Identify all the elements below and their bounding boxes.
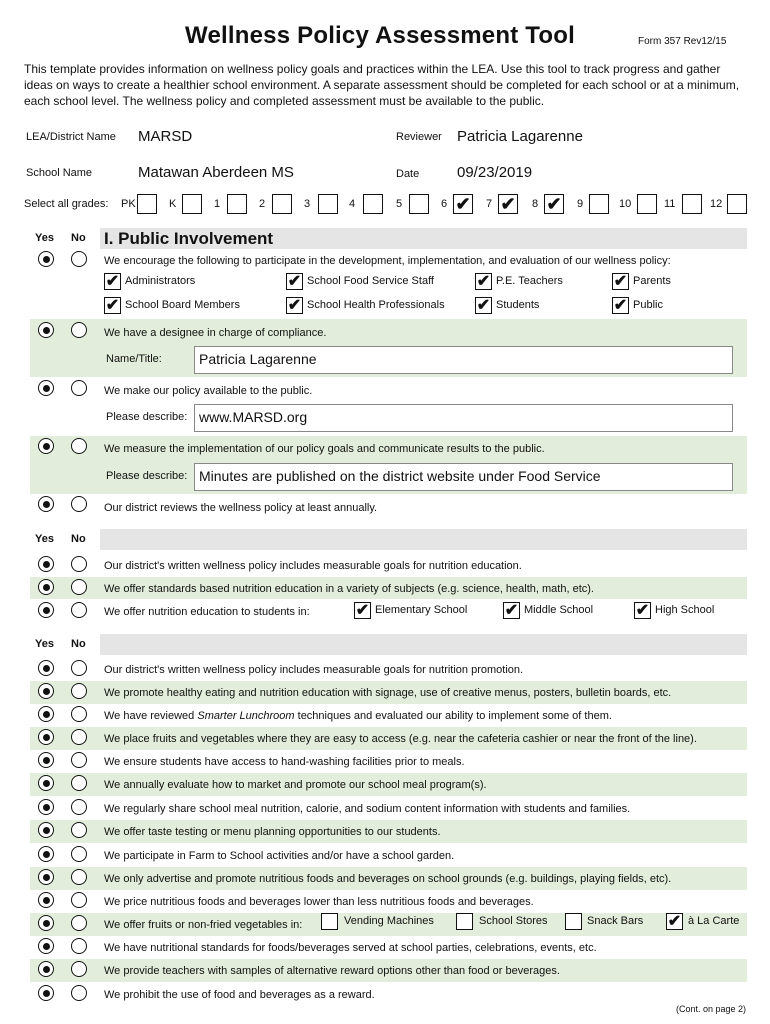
yes-radio[interactable] (38, 892, 54, 908)
grade-label: K (169, 198, 177, 210)
grade-checkbox[interactable] (637, 194, 657, 214)
grade-checkbox[interactable] (727, 194, 747, 214)
reviewer-field[interactable]: Patricia Lagarenne (457, 128, 583, 145)
date-field[interactable]: 09/23/2019 (457, 164, 533, 181)
check-icon: ✔ (504, 601, 519, 619)
option-checkbox[interactable] (321, 913, 338, 930)
no-radio[interactable] (71, 846, 87, 862)
text-field[interactable]: Minutes are published on the district website under Food Service (194, 463, 733, 491)
radio-selected-dot (43, 665, 50, 672)
question-text: We measure the implementation of our policy goals and communicate results to the public. (104, 443, 545, 455)
check-icon: ✔ (287, 272, 302, 290)
question-text: Our district's written wellness policy includes measurable goals for nutrition education. (104, 560, 522, 572)
question-text: We offer nutrition education to students in: (104, 606, 310, 618)
grade-label: 12 (710, 198, 723, 210)
radio-selected-dot (43, 607, 50, 614)
continued-note: (Cont. on page 2) (676, 1004, 747, 1014)
radio-selected-dot (43, 501, 50, 508)
question-text: Our district reviews the wellness policy at least annually. (104, 502, 378, 514)
yes-radio[interactable] (38, 496, 54, 512)
option-checkbox[interactable] (104, 297, 121, 314)
section-header-band (100, 529, 747, 550)
option-checkbox[interactable] (666, 913, 683, 930)
check-icon: ✔ (635, 601, 650, 619)
no-radio[interactable] (71, 729, 87, 745)
yes-radio[interactable] (38, 822, 54, 838)
school-field[interactable]: Matawan Aberdeen MS (138, 164, 294, 181)
radio-selected-dot (43, 874, 50, 881)
question-text: We offer fruits or non-fried vegetables in: (104, 919, 303, 931)
grade-checkbox[interactable] (498, 194, 518, 214)
text-field[interactable]: www.MARSD.org (194, 404, 733, 432)
radio-selected-dot (43, 851, 50, 858)
no-radio[interactable] (71, 775, 87, 791)
yes-column-label: Yes (35, 533, 54, 545)
grade-label: PK (121, 198, 136, 210)
no-radio[interactable] (71, 438, 87, 454)
radio-selected-dot (43, 920, 50, 927)
option-label: Vending Machines (344, 915, 434, 927)
no-radio[interactable] (71, 496, 87, 512)
no-radio[interactable] (71, 380, 87, 396)
no-radio[interactable] (71, 822, 87, 838)
field-label: Name/Title: (106, 353, 162, 365)
radio-selected-dot (43, 734, 50, 741)
no-radio[interactable] (71, 799, 87, 815)
no-radio[interactable] (71, 892, 87, 908)
radio-selected-dot (43, 256, 50, 263)
check-icon: ✔ (613, 296, 628, 314)
question-text: We promote healthy eating and nutrition education with signage, use of creative menus, posters, bulletin boards, etc. (104, 687, 672, 699)
question-text: We have a designee in charge of compliance. (104, 327, 327, 339)
option-label: School Board Members (125, 299, 240, 311)
yes-radio[interactable] (38, 775, 54, 791)
question-text-emphasis: Smarter Lunchroom (197, 710, 295, 722)
section-title: I. Public Involvement (104, 229, 274, 248)
field-label: Please describe: (106, 411, 188, 423)
question-text (104, 710, 612, 722)
grades-label: Select all grades: (24, 198, 109, 210)
option-label: School Food Service Staff (307, 275, 434, 287)
option-checkbox[interactable] (354, 602, 371, 619)
radio-selected-dot (43, 780, 50, 787)
option-label: P.E. Teachers (496, 275, 563, 287)
grade-label: 3 (304, 198, 311, 210)
check-icon: ✔ (476, 272, 491, 290)
grade-checkbox[interactable] (272, 194, 292, 214)
question-text: We encourage the following to participate in the development, implementation, and evaluation of our wellness policy: (104, 255, 671, 267)
question-text: We price nutritious foods and beverages lower than less nutritious foods and beverages. (104, 896, 534, 908)
grade-checkbox[interactable] (227, 194, 247, 214)
grade-label: 2 (259, 198, 266, 210)
no-radio[interactable] (71, 938, 87, 954)
no-radio[interactable] (71, 706, 87, 722)
no-radio[interactable] (71, 579, 87, 595)
lea-field[interactable]: MARSD (138, 128, 193, 145)
radio-selected-dot (43, 443, 50, 450)
no-radio[interactable] (71, 869, 87, 885)
question-text-part: We have reviewed (104, 710, 198, 722)
option-label: School Health Professionals (307, 299, 445, 311)
check-icon: ✔ (105, 272, 120, 290)
grade-label: 9 (577, 198, 584, 210)
option-label: Elementary School (375, 604, 468, 616)
question-text: We provide teachers with samples of alternative reward options other than food or beverages. (104, 965, 560, 977)
check-icon: ✔ (667, 912, 682, 930)
yes-radio[interactable] (38, 846, 54, 862)
option-label: High School (655, 604, 715, 616)
yes-radio[interactable] (38, 251, 54, 267)
page-title: Wellness Policy Assessment Tool (185, 22, 575, 49)
yes-radio[interactable] (38, 322, 54, 338)
question-text: Our district's written wellness policy includes measurable goals for nutrition promotion. (104, 664, 524, 676)
option-label: School Stores (479, 915, 548, 927)
radio-selected-dot (43, 966, 50, 973)
option-label: Parents (633, 275, 671, 287)
yes-radio[interactable] (38, 602, 54, 618)
yes-radio[interactable] (38, 729, 54, 745)
option-checkbox[interactable] (565, 913, 582, 930)
no-column-label: No (71, 533, 86, 545)
yes-radio[interactable] (38, 915, 54, 931)
option-checkbox[interactable] (503, 602, 520, 619)
option-label: Public (633, 299, 663, 311)
no-radio[interactable] (71, 660, 87, 676)
option-checkbox[interactable] (104, 273, 121, 290)
grade-checkbox[interactable] (409, 194, 429, 214)
no-radio[interactable] (71, 602, 87, 618)
grade-checkbox[interactable] (682, 194, 702, 214)
yes-column-label: Yes (35, 232, 54, 244)
check-icon: ✔ (287, 296, 302, 314)
option-label: Snack Bars (587, 915, 644, 927)
option-checkbox[interactable] (456, 913, 473, 930)
option-checkbox[interactable] (612, 297, 629, 314)
radio-selected-dot (43, 711, 50, 718)
grade-label: 7 (486, 198, 493, 210)
question-text: We offer standards based nutrition education in a variety of subjects (e.g. science, health, math, etc). (104, 583, 594, 595)
option-label: à La Carte (688, 915, 740, 927)
check-icon: ✔ (613, 272, 628, 290)
option-label: Administrators (125, 275, 196, 287)
check-icon: ✔ (455, 194, 471, 214)
yes-radio[interactable] (38, 869, 54, 885)
question-text: We place fruits and vegetables where they are easy to access (e.g. near the cafeteria cashier or near the front of the line). (104, 733, 697, 745)
school-label: School Name (26, 167, 93, 179)
question-text: We regularly share school meal nutrition, calorie, and sodium content information with students and families. (104, 803, 631, 815)
yes-radio[interactable] (38, 683, 54, 699)
form-number: Form 357 Rev12/15 (638, 36, 727, 47)
grade-label: 1 (214, 198, 221, 210)
question-text: We offer taste testing or menu planning opportunities to our students. (104, 826, 441, 838)
radio-selected-dot (43, 990, 50, 997)
grade-checkbox[interactable] (453, 194, 473, 214)
no-column-label: No (71, 638, 86, 650)
no-radio[interactable] (71, 683, 87, 699)
option-checkbox[interactable] (286, 297, 303, 314)
no-radio[interactable] (71, 961, 87, 977)
radio-selected-dot (43, 385, 50, 392)
radio-selected-dot (43, 757, 50, 764)
check-icon: ✔ (500, 194, 516, 214)
yes-radio[interactable] (38, 961, 54, 977)
no-radio[interactable] (71, 985, 87, 1001)
radio-selected-dot (43, 327, 50, 334)
no-radio[interactable] (71, 915, 87, 931)
grade-checkbox[interactable] (318, 194, 338, 214)
no-radio[interactable] (71, 752, 87, 768)
option-label: Middle School (524, 604, 594, 616)
reviewer-label: Reviewer (396, 131, 442, 143)
date-label: Date (396, 168, 420, 180)
check-icon: ✔ (546, 194, 562, 214)
field-label: Please describe: (106, 470, 188, 482)
yes-column-label: Yes (35, 638, 54, 650)
yes-radio[interactable] (38, 438, 54, 454)
question-text: We participate in Farm to School activities and/or have a school garden. (104, 850, 455, 862)
yes-radio[interactable] (38, 752, 54, 768)
lea-label: LEA/District Name (26, 131, 116, 143)
option-checkbox[interactable] (286, 273, 303, 290)
grade-checkbox[interactable] (363, 194, 383, 214)
grade-label: 8 (532, 198, 539, 210)
radio-selected-dot (43, 897, 50, 904)
question-text: We annually evaluate how to market and promote our school meal program(s). (104, 779, 487, 791)
yes-radio[interactable] (38, 799, 54, 815)
question-text: We make our policy available to the public. (104, 385, 313, 397)
question-text-part: techniques and evaluated our ability to implement some of them. (294, 710, 612, 722)
no-radio[interactable] (71, 556, 87, 572)
radio-selected-dot (43, 804, 50, 811)
yes-radio[interactable] (38, 660, 54, 676)
section-header-band (100, 634, 747, 655)
grade-label: 4 (349, 198, 356, 210)
yes-radio[interactable] (38, 938, 54, 954)
grade-checkbox[interactable] (137, 194, 157, 214)
grade-label: 6 (441, 198, 448, 210)
yes-radio[interactable] (38, 579, 54, 595)
radio-selected-dot (43, 561, 50, 568)
option-checkbox[interactable] (475, 273, 492, 290)
grade-label: 5 (396, 198, 403, 210)
option-checkbox[interactable] (475, 297, 492, 314)
no-column-label: No (71, 232, 86, 244)
text-field[interactable]: Patricia Lagarenne (194, 346, 733, 374)
intro-text: This template provides information on wellness policy goals and practices within the LEA. Use this tool to track progress and gather ideas on ways to create a healthier school environment. A separate assessment should be completed for each school or at a minimum, each school level. The wellness policy and completed assessment must be available to the public. (24, 62, 740, 108)
check-icon: ✔ (355, 601, 370, 619)
radio-selected-dot (43, 827, 50, 834)
question-text: We have nutritional standards for foods/beverages served at school parties, celebrations, events, etc. (104, 942, 597, 954)
grade-checkbox[interactable] (589, 194, 609, 214)
grade-checkbox[interactable] (544, 194, 564, 214)
no-radio[interactable] (71, 322, 87, 338)
check-icon: ✔ (476, 296, 491, 314)
question-text: We prohibit the use of food and beverages as a reward. (104, 989, 375, 1001)
radio-selected-dot (43, 688, 50, 695)
no-radio[interactable] (71, 251, 87, 267)
grade-label: 11 (664, 198, 676, 210)
option-checkbox[interactable] (612, 273, 629, 290)
yes-radio[interactable] (38, 706, 54, 722)
grade-label: 10 (619, 198, 632, 210)
radio-selected-dot (43, 584, 50, 591)
yes-radio[interactable] (38, 985, 54, 1001)
yes-radio[interactable] (38, 380, 54, 396)
yes-radio[interactable] (38, 556, 54, 572)
question-text: We only advertise and promote nutritious foods and beverages on school grounds (e.g. buildings, playing fields, etc). (104, 873, 672, 885)
question-text: We ensure students have access to hand-washing facilities prior to meals. (104, 756, 465, 768)
option-checkbox[interactable] (634, 602, 651, 619)
grade-checkbox[interactable] (182, 194, 202, 214)
option-label: Students (496, 299, 540, 311)
radio-selected-dot (43, 943, 50, 950)
check-icon: ✔ (105, 296, 120, 314)
